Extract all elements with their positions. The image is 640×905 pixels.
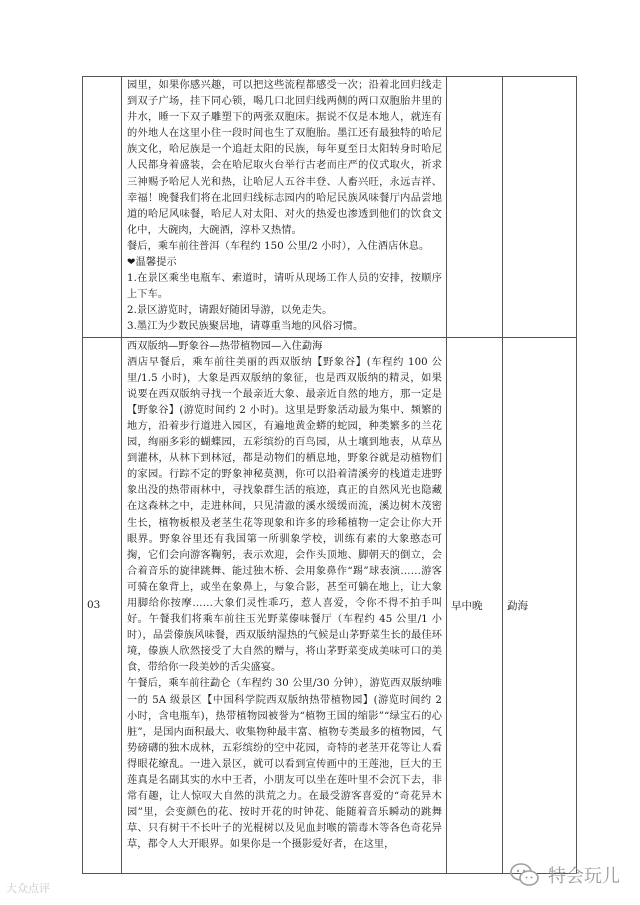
description-paragraph: 酒店早餐后，乘车前往美丽的西双版纳【野象谷】(车程约 100 公里/1.5 小时)，大象是西双版纳的象征，也是西双版纳的精灵，如果说要在西双版纳寻找一个最亲近大象、最亲近自然的地方，那一定是【野象谷】(游览时间约 2 小时)。这里是野象活动最为集中、频繁的地方，沿着步行道进入园区，有遍地黄金蟒的蛇园，种类繁多的兰花园，绚丽多彩的蝴蝶园，五彩缤纷的百鸟园，从土壤到地表，从草丛到灌林，从林下到林冠，都是动物们的栖息地，野象谷就是动植物们的家园。行踪不定的野象神秘莫测，你可以沿着清溪旁的栈道走进野象出没的热带雨林中，寻找象群生活的痕迹，真正的自然风光也隐藏在这森林之中，走进林间，只见清澈的溪水缓缓而流，溪边树木茂密生长，植物板根及老茎生花等现象和许多的珍稀植物一定会让你大开眼界。野象谷里还有我国第一所驯象学校，训练有素的大象憨态可掬，它们会向游客鞠躬，表示欢迎，会作头顶地、脚朝天的倒立，会合着音乐的旋律跳舞、能过独木桥、会用象鼻作“踢”球表演……游客可骑在象背上，或坐在象鼻上，与象合影，甚至可躺在地上，让大象用脚给你按摩……大象们灵性乖巧，惹人喜爱，令你不得不拍手叫好。午餐我们将乘车前往玉光野菜傣味餐厅（车程约 45 公里/1 小时），品尝傣族风味餐，西双版纳湿热的气候是山茅野菜生长的最佳环境，傣族人欣然接受了大自然的赠与，将山茅野菜变成美味可口的美食，带给你一段美妙的舌尖盛宴。 [127,356,442,674]
description-paragraph: 午餐后，乘车前往勐仑（车程约 30 公里/30 分钟），游览西双版纳唯一的 5A 级景区【中国科学院西双版纳热带植物园】(游览时间约 2 小时，含电瓶车)，热带植物园被誉为“植物王国的缩影”“绿宝石的心脏”，是国内面积最大、收集物种最丰富、植物专类最多的植物园，气势磅礴的独木成林，五彩缤纷的空中花园，奇特的老茎开花等让人看得眼花缭乱。一进入景区，就可以看到宣传画中的王莲池，巨大的王莲真是名副其实的水中王者，小朋友可以坐在莲叶里不会沉下去，非常有趣，让人惊叹大自然的洪荒之力。在最受游客喜爱的“奇花异木园”里，会变颜色的花、按时开花的时钟花、能随着音乐瞬动的跳舞草、只有树干不长叶子的光棍树以及见血封喉的箭毒木等各色奇花异草，都令人大开眼界。如果你是一个摄影爱好者，在这里， [127,678,442,851]
meals-cell: 早中晚 [447,337,503,873]
watermark-right [510,858,620,892]
day-description [122,338,446,855]
day-description [122,77,446,337]
itinerary-table [82,76,577,874]
tip-item: 3.墨江为少数民族聚居地，请尊重当地的风俗习惯。 [127,321,364,333]
tip-item: 1.在景区乘坐电瓶车、索道时，请听从现场工作人员的安排，按顺序上下车。 [127,273,442,301]
tips-title: ❤温馨提示 [127,257,177,269]
description-paragraph: 园里，如果你感兴趣，可以把这些流程都感受一次；沿着北回归线走到双子广场，挂下同心锁，喝几口北回归线两侧的两口双胞胎井里的井水，睡一下双子雕塑下的两张双胞床。据说不仅是本地人，就连有的外地人在这里小住一段时间也生了双胞胎。墨江还有最独特的哈尼族文化，哈尼族是一个追赶太阳的民族，每年夏至日太阳转身时哈尼人民都身着盛装，会在哈尼取火台举行古老而庄严的仪式取火，祈求三神赐予哈尼人光和热，让哈尼人五谷丰登、人畜兴旺，永远吉祥、幸福！晚餐我们将在北回归线标志园内的哈尼民族风味餐厅内品尝地道的哈尼风味餐，哈尼人对太阳、对火的热爱也渗透到他们的饮食文化中，大碗肉，大碗酒，淳朴又热情。 [127,80,442,236]
tip-item: 2.景区游览时，请跟好随团导游，以免走失。 [127,305,333,317]
day-title: 西双版纳—野象谷—热带植物园—入住勐海 [127,340,323,352]
hotel-cell [503,77,577,338]
day-cell [83,77,122,338]
content-cell [122,337,447,873]
watermark-right-text: 特会玩儿 [548,866,620,887]
meals-cell [447,77,503,338]
hotel-cell: 勐海 [503,337,577,873]
content-cell [122,77,447,338]
day-number: 03 [83,337,122,873]
table-row [83,337,577,873]
watermark-left: 大众点评 [6,882,50,895]
wechat-icon [510,862,540,888]
description-paragraph: 餐后，乘车前往普洱（车程约 150 公里/2 小时），入住酒店休息。 [127,240,430,252]
table-row [83,77,577,338]
